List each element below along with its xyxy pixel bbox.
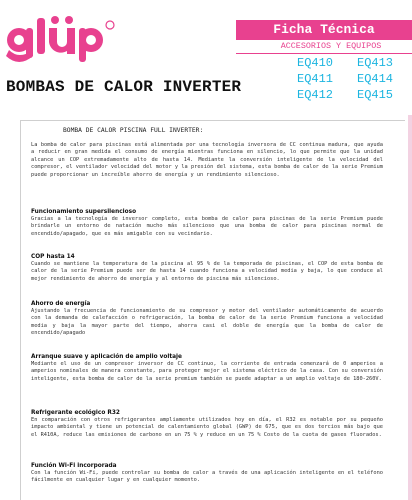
section-soft-start: [31, 354, 383, 383]
intro-text: La bomba de calor para piscinas está alimentada por una tecnología inversora de CC continua madura, que ayuda a reducir en gran medida el consumo de energía mientras funciona en silencio, lo que permite que la unidad alcance un COP extremadamente alto de hasta 14. Mediante la conversión inteligente de la velocidad del compresor, el ventilador velocidad del motor y la presión del sistema, esta bomba de calor de la serie Premium puede proporcionar un increíble ahorro de energía y un rendimiento silencioso.: [31, 142, 383, 178]
ficha-tecnica-title: Ficha Técnica: [273, 22, 375, 37]
ficha-tecnica-banner: [236, 20, 412, 40]
model-code: EQ413: [357, 56, 394, 70]
section-cop: [31, 254, 383, 283]
brand-logo: [0, 0, 120, 70]
side-accent-strip: [408, 115, 412, 500]
section-title: Ahorro de energía: [31, 301, 91, 307]
section-text: Mediante el uso de un compresor inversor de CC continuo, la corriente de entrada comenzará de 0 amperios a amperios nominales de manera constante, para proteger mejor el sistema eléctrico de la casa. Con su conversión inteligente, esta bomba de calor de la serie premium también se puede adaptar a un amplio voltaje de 180-260V.: [31, 361, 383, 382]
document-title: BOMBA DE CALOR PISCINA FULL INVERTER:: [63, 127, 204, 134]
section-title: COP hasta 14: [31, 254, 75, 260]
section-title: Arranque suave y aplicación de amplio voltaje: [31, 354, 182, 360]
section-title: Función Wi-Fi incorporada: [31, 463, 117, 469]
section-r32: [31, 410, 383, 439]
model-code: EQ414: [357, 72, 394, 86]
glup-logo-icon: [0, 0, 120, 70]
section-wifi: [31, 463, 383, 485]
model-code: EQ412: [297, 88, 334, 102]
section-text: Ajustando la frecuencia de funcionamiento de su compresor y motor del ventilador automáticamente de acuerdo con la demanda de calefacción o refrigeración, la bomba de calor de la serie Premium funciona a velocidad media y baja la mayor parte del tiempo, ahorra casi el doble de energía que la bomba de calor de encendido/apagado: [31, 308, 383, 337]
intro-section: [31, 142, 383, 179]
section-title: Refrigerante ecológico R32: [31, 410, 120, 416]
document-body: [20, 120, 405, 500]
section-text: Cuando se mantiene la temperatura de la piscina al 95 % de la temporada de piscinas, el COP de esta bomba de calor de la serie Premium puede ser de hasta 14 cuando funciona a velocidad media y baja, lo que conduce al mejor rendimiento de ahorro de energía y al entorno de piscina más silencioso.: [31, 261, 383, 282]
section-text: Con la función Wi-Fi, puede controlar su bomba de calor a través de una aplicación inteligente en el teléfono fácilmente en cualquier lugar y en cualquier momento.: [31, 470, 383, 484]
section-text: En comparación con otros refrigerantes ampliamente utilizados hoy en día, el R32 es notable por su pequeño impacto ambiental y tiene un potencial de calentamiento global (GWP) de 675, que es dos tercios más bajo que el R410A, reduce las emisiones de carbono en un 75 % y reduce en un 75 % Costo de la cuota de gases fluorados.: [31, 417, 383, 438]
header-divider: [236, 53, 412, 54]
ficha-subtitle: ACCESORIOS Y EQUIPOS: [280, 41, 382, 51]
section-title: Funcionamiento supersilencioso: [31, 209, 137, 215]
model-code: EQ411: [297, 72, 334, 86]
section-silent: [31, 209, 383, 238]
model-code: EQ415: [357, 88, 394, 102]
page-title: BOMBAS DE CALOR INVERTER: [6, 78, 242, 96]
model-code: EQ410: [297, 56, 334, 70]
section-text: Gracias a la tecnología de inversor completo, esta bomba de calor para piscinas de la serie Premium puede brindarle un entorno de natación mucho más silencioso que una bomba de calor para piscinas normal de encendido/apagado, que es más amigable con su vecindario.: [31, 216, 383, 237]
section-energy: [31, 301, 383, 338]
